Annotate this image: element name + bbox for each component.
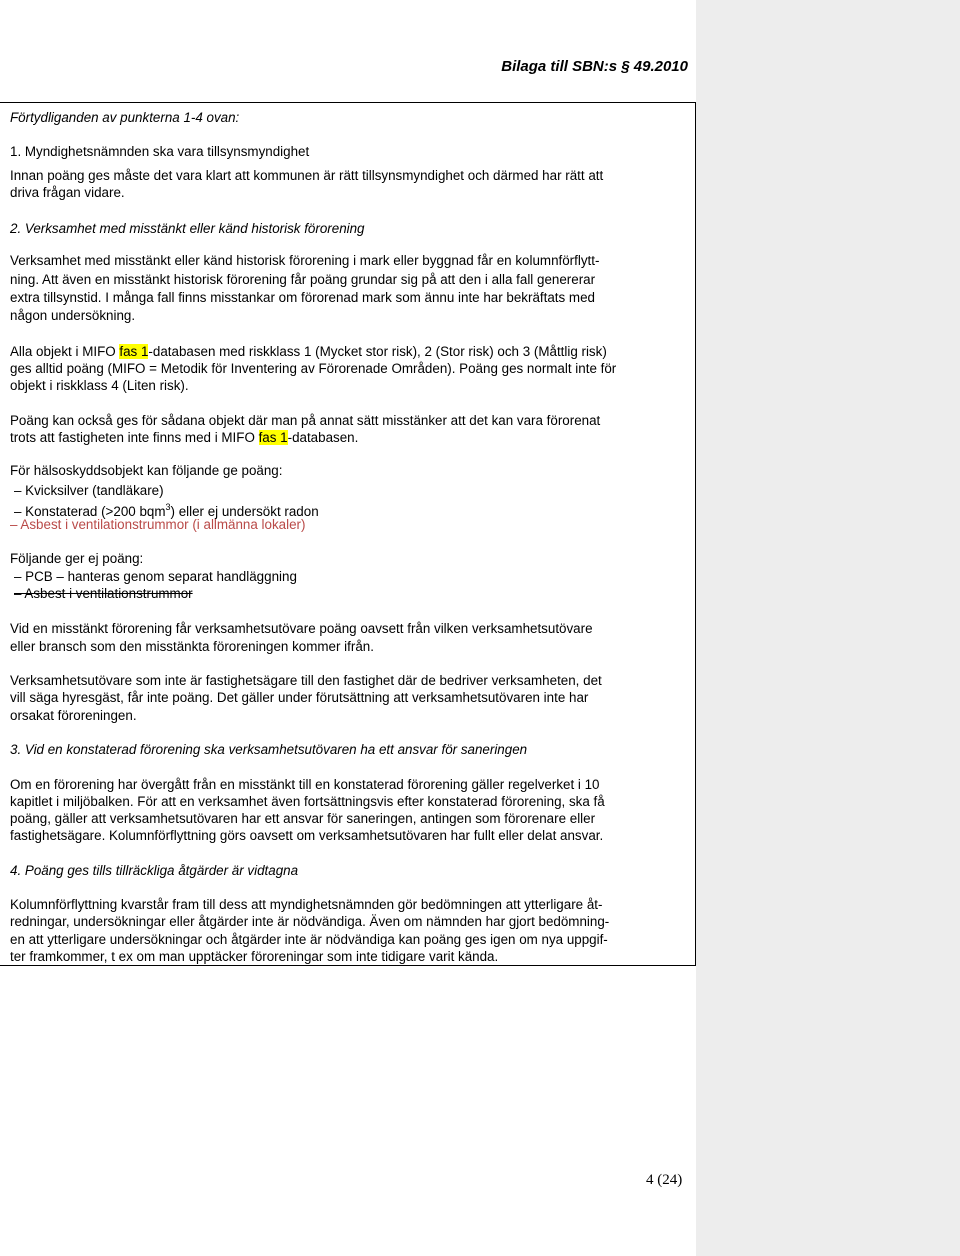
section2-para2-line3: objekt i riskklass 4 (Liten risk). bbox=[10, 378, 189, 393]
highlight-fas1: fas 1 bbox=[119, 344, 149, 359]
section2-para3-line1: Poäng kan också ges för sådana objekt där man på annat sätt misstänker att det kan vara förorenat bbox=[10, 413, 601, 428]
section3-line: kapitlet i miljöbalken. För att en verksamhet även fortsättningsvis efter konstaterad förorening, ska få bbox=[10, 794, 605, 809]
section2-para2-line2: ges alltid poäng (MIFO = Metodik för Inventering av Förorenade Områden). Poäng ges normalt inte för bbox=[10, 361, 617, 376]
section1-line: driva frågan vidare. bbox=[10, 185, 125, 200]
section4-line: redningar, undersökningar eller åtgärder inte är nödvändiga. Även om nämnden har gjort bedömning- bbox=[10, 914, 610, 929]
section2-para4-line: Vid en misstänkt förorening får verksamhetsutövare poäng oavsett från vilken verksamhetsutövare bbox=[10, 621, 593, 636]
section2-para1-line: någon undersökning. bbox=[10, 308, 136, 323]
section2-para1-line: Verksamhet med misstänkt eller känd historisk förorening i mark eller byggnad får en kolumnförflytt- bbox=[10, 253, 600, 268]
list2-item: – PCB – hanteras genom separat handläggning bbox=[14, 569, 297, 584]
section3-heading: 3. Vid en konstaterad förorening ska verksamhetsutövaren ha ett ansvar för saneringen bbox=[10, 742, 528, 757]
document-header: Bilaga till SBN:s § 49.2010 bbox=[501, 58, 688, 75]
section2-para5-line: Verksamhetsutövare som inte är fastighetsägare till den fastighet där de bedriver verksamheten, det bbox=[10, 673, 602, 688]
section2-para2-line1 bbox=[10, 343, 607, 360]
text-segment: ) eller ej undersökt radon bbox=[170, 504, 319, 519]
list1-title: För hälsoskyddsobjekt kan följande ge poäng: bbox=[10, 463, 283, 478]
text-segment: Alla objekt i MIFO bbox=[10, 344, 120, 359]
list1-item-revised: – Asbest i ventilationstrummor (i allmänna lokaler) bbox=[10, 517, 306, 532]
text-segment: -databasen med riskklass 1 (Mycket stor risk), 2 (Stor risk) och 3 (Måttlig risk) bbox=[148, 344, 607, 359]
section2-para5-line: orsakat föroreningen. bbox=[10, 708, 137, 723]
text-segment: -databasen. bbox=[287, 430, 359, 445]
section4-line: Kolumnförflyttning kvarstår fram till dess att myndighetsnämnden gör bedömningen att ytterligare åt- bbox=[10, 897, 603, 912]
section3-line: fastighetsägare. Kolumnförflyttning görs oavsett om verksamhetsutövaren har fullt eller delat ansvar. bbox=[10, 828, 604, 843]
highlight-fas1: fas 1 bbox=[258, 430, 288, 445]
intro-text: Förtydliganden av punkterna 1-4 ovan: bbox=[10, 110, 240, 125]
comment-margin-panel bbox=[696, 0, 960, 1256]
section2-para3-line2 bbox=[10, 429, 358, 446]
section1-heading: 1. Myndighetsnämnden ska vara tillsynsmyndighet bbox=[10, 144, 310, 159]
page-number: 4 (24) bbox=[646, 1172, 683, 1188]
list2-title: Följande ger ej poäng: bbox=[10, 551, 144, 566]
content-box bbox=[0, 102, 696, 966]
section1-line: Innan poäng ges måste det vara klart att kommunen är rätt tillsynsmyndighet och därmed har rätt att bbox=[10, 168, 604, 183]
section2-para1-line: ning. Att även en misstänkt historisk förorening får poäng grundar sig på att den i alla fall genererar bbox=[10, 272, 596, 287]
superscript: 3 bbox=[165, 502, 171, 512]
section2-heading: 2. Verksamhet med misstänkt eller känd historisk förorening bbox=[10, 221, 365, 236]
section4-heading: 4. Poäng ges tills tillräckliga åtgärder är vidtagna bbox=[10, 863, 299, 878]
list2-item-deleted: – Asbest i ventilationstrummor bbox=[14, 586, 193, 601]
list1-item: – Kvicksilver (tandläkare) bbox=[14, 483, 164, 498]
section2-para4-line: eller bransch som den misstänkta föroreningen kommer ifrån. bbox=[10, 639, 374, 654]
section2-para1-line: extra tillsynstid. I många fall finns misstankar om förorenad mark som ännu inte har bekräftats med bbox=[10, 290, 595, 305]
text-segment: trots att fastigheten inte finns med i MIFO bbox=[10, 430, 259, 445]
section2-para5-line: vill säga hyresgäst, får inte poäng. Det gäller under förutsättning att verksamhetsutövaren inte har bbox=[10, 690, 589, 705]
section3-line: Om en förorening har övergått från en misstänkt till en konstaterad förorening gäller regelverket i 10 bbox=[10, 777, 600, 792]
section4-line: en att ytterligare undersökningar och åtgärder inte är nödvändiga kan poäng ges igen om nya uppgif- bbox=[10, 932, 608, 947]
text-segment: – Konstaterad (>200 bqm bbox=[14, 504, 166, 519]
section3-line: poäng, gäller att verksamhetsutövaren har ett ansvar för saneringen, antingen som förorenare eller bbox=[10, 811, 596, 826]
section4-line: ter framkommer, t ex om man upptäcker föroreningar som inte tidigare varit kända. bbox=[10, 949, 499, 964]
